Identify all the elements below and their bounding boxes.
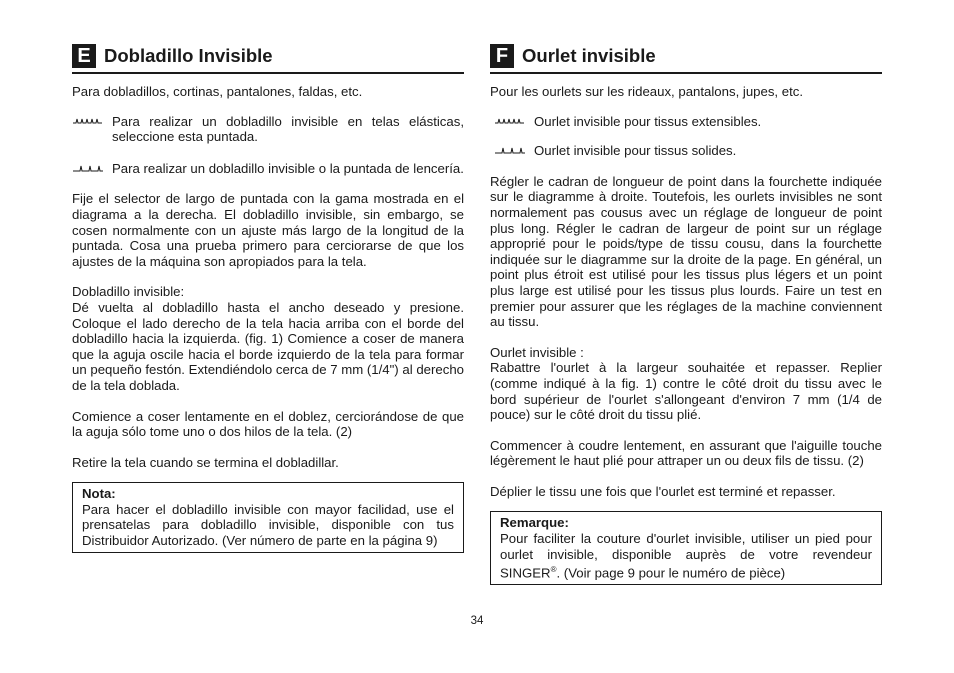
- section-heading: [490, 42, 882, 74]
- language-badge: F: [490, 44, 514, 68]
- stitch-description: Para realizar un dobladillo invisible en telas elásticas, seleccione esta puntada.: [112, 113, 464, 145]
- language-badge: E: [72, 44, 96, 68]
- sub-heading: Dobladillo invisible:: [72, 284, 185, 300]
- paragraph: Rabattre l'ourlet à la largeur souhaitée et repasser. Replier (comme indiqué à la fig. 1) contre le côté droit du tissu avec le bord supérieur de l'ourlet s'allongeant d'environ 7 mm (1/4 de pouce) sur le côté droit du tissu plié.: [490, 360, 882, 423]
- stitch-description: Ourlet invisible pour tissus solides.: [534, 143, 737, 159]
- sub-heading: Ourlet invisible :: [490, 344, 584, 360]
- intro-text: Para dobladillos, cortinas, pantalones, faldas, etc.: [72, 84, 363, 99]
- note-text: [500, 531, 872, 581]
- section-heading: [72, 42, 464, 74]
- paragraph: Dé vuelta al dobladillo hasta el ancho deseado y presione. Coloque el lado derecho de la tela hacia arriba con el borde del dobladillo hacia la izquierda. (fig. 1) Comience a coser de manera que la aguja oscile hacia el borde izquierdo de la tela para formar un pequeño festón. Extendiéndolo cerca de 7 mm (1/4") al derecho de la tela doblada.: [72, 299, 464, 393]
- elastic-blind-stitch-icon: [72, 114, 106, 128]
- stitch-item-solid: [72, 161, 464, 177]
- paragraph: Déplier le tissu une fois que l'ourlet est terminé et repasser.: [490, 483, 836, 499]
- note-text: Para hacer el dobladillo invisible con mayor facilidad, use el prensatelas para dobladillo invisible, disponible con tus Distribuidor Autorizado. (Ver número de parte en la página 9): [82, 501, 454, 549]
- stitch-item-elastic: [72, 114, 464, 145]
- note-text-end: . (Voir page 9 pour le numéro de pièce): [556, 565, 786, 581]
- intro-text: Pour les ourlets sur les rideaux, pantalons, jupes, etc.: [490, 84, 804, 99]
- note-box: [490, 511, 882, 585]
- note-title: Nota:: [82, 486, 116, 502]
- blind-hem-stitch-icon: [494, 143, 528, 157]
- stitch-description: Para realizar un dobladillo invisible o la puntada de lencería.: [112, 160, 464, 176]
- note-box: [72, 482, 464, 552]
- registered-mark: ®: [550, 565, 557, 575]
- paragraph: Régler le cadran de longueur de point dans la fourchette indiquée sur le diagramme à droite. Toutefois, les ourlets invisibles ne sont normalement pas cousus avec un réglage de longueur de point plus long. Régler le cadran de largeur de point sur un réglage approprié pour le poids/type de tissu cousu, dans la fourchette indiquée sur le diagramme sur la droite de la page. En général, un point plus étroit est utilisé pour les tissus plus légers et un point plus large est utilisé pour les tissus plus lourds. Faire un test en premier pour assurer que les réglages de la machine conviennent au tissu.: [490, 173, 882, 330]
- stitch-item-elastic: [490, 114, 882, 130]
- paragraph: Retire la tela cuando se termina el dobladillar.: [72, 454, 339, 470]
- paragraph: Comience a coser lentamente en el doblez, cerciorándose de que la aguja sólo tome uno o dos hilos de la tela. (2): [72, 408, 464, 440]
- section-french: [490, 42, 882, 585]
- stitch-item-solid: [490, 143, 882, 159]
- stitch-description: Ourlet invisible pour tissus extensibles.: [534, 113, 762, 129]
- blind-hem-stitch-icon: [72, 161, 106, 175]
- note-title: Remarque:: [500, 515, 569, 531]
- page-number: 34: [470, 615, 484, 627]
- note-text-start: Pour faciliter la couture d'ourlet invisible, utiliser un pied pour ourlet invisible, disponible auprès de votre revendeur SINGER: [500, 531, 872, 581]
- section-title: Ourlet invisible: [522, 45, 656, 67]
- section-title: Dobladillo Invisible: [104, 45, 273, 67]
- paragraph: Fije el selector de largo de puntada con la gama mostrada en el diagrama a la derecha. El dobladillo invisible, sin embargo, se cosen normalmente con un ajuste más largo de la longitud de la puntada. Cosa una prueba primero para cerciorarse de que los ajustes de la máquina son apropiados para la tela.: [72, 191, 464, 269]
- section-spanish: [72, 42, 464, 553]
- elastic-blind-stitch-icon: [494, 114, 528, 128]
- paragraph: Commencer à coudre lentement, en assurant que l'aiguille touche légèrement le haut plié pour attraper un ou deux fils de tissu. (2): [490, 437, 882, 469]
